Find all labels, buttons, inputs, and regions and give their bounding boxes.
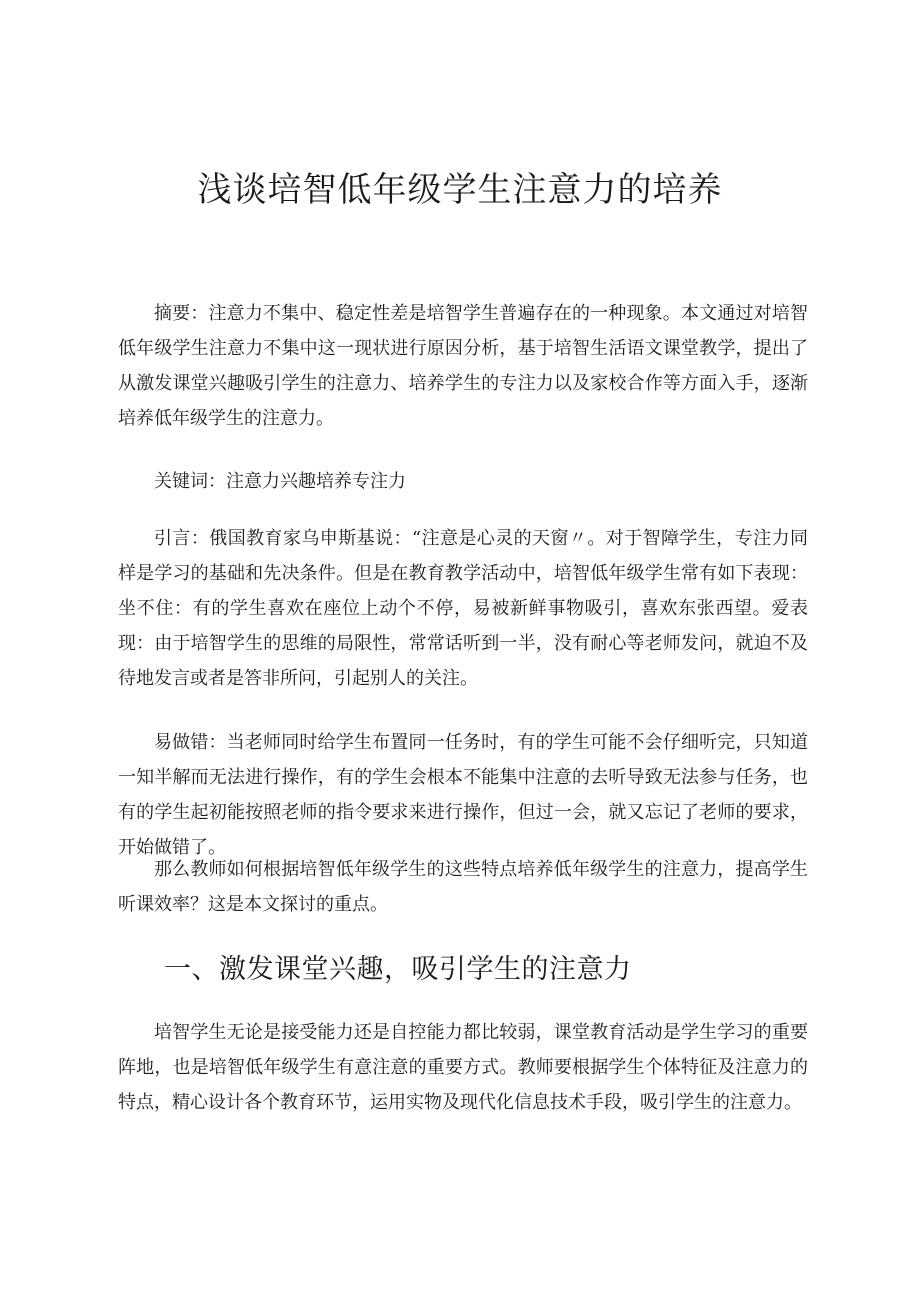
error-prone-paragraph: 易做错：当老师同时给学生布置同一任务时，有的学生可能不会仔细听完，只知道一知半解而无法进行操作，有的学生会根本不能集中注意的去听导致无法参与任务，也有的学生起初能按照老师的指令要求来进行操作，但过一会，就又忘记了老师的要求，开始做错了。 — [118, 732, 808, 858]
section-1-heading: 一、激发课堂兴趣，吸引学生的注意力 — [164, 954, 632, 985]
question-paragraph: 那么教师如何根据培智低年级学生的这些特点培养低年级学生的注意力，提高学生听课效率？这是本文探讨的重点。 — [118, 859, 808, 915]
document-title: 浅谈培智低年级学生注意力的培养 — [197, 170, 723, 210]
section-1-body-paragraph: 培智学生无论是接受能力还是自控能力都比较弱，课堂教育活动是学生学习的重要阵地，也是培智低年级学生有意注意的重要方式。教师要根据学生个体特征及注意力的特点，精心设计各个教育环节，运用实物及现代化信息技术手段，吸引学生的注意力。 — [118, 1022, 808, 1113]
intro-paragraph: 引言：俄国教育家乌申斯基说：“注意是心灵的天窗〃。对于智障学生，专注力同样是学习的基础和先决条件。但是在教育教学活动中，培智低年级学生常有如下表现：坐不住：有的学生喜欢在座位上动个不停，易被新鲜事物吸引，喜欢东张西望。爱表现：由于培智学生的思维的局限性，常常话听到一半，没有耐心等老师发问，就迫不及待地发言或者是答非所问，引起别人的关注。 — [118, 528, 808, 689]
abstract-paragraph: 摘要：注意力不集中、稳定性差是培智学生普遍存在的一种现象。本文通过对培智低年级学生注意力不集中这一现状进行原因分析，基于培智生活语文课堂教学，提出了从激发课堂兴趣吸引学生的注意力、培养学生的专注力以及家校合作等方面入手，逐渐培养低年级学生的注意力。 — [118, 303, 808, 429]
keywords-paragraph: 关键词：注意力兴趣培养专注力 — [154, 471, 406, 492]
